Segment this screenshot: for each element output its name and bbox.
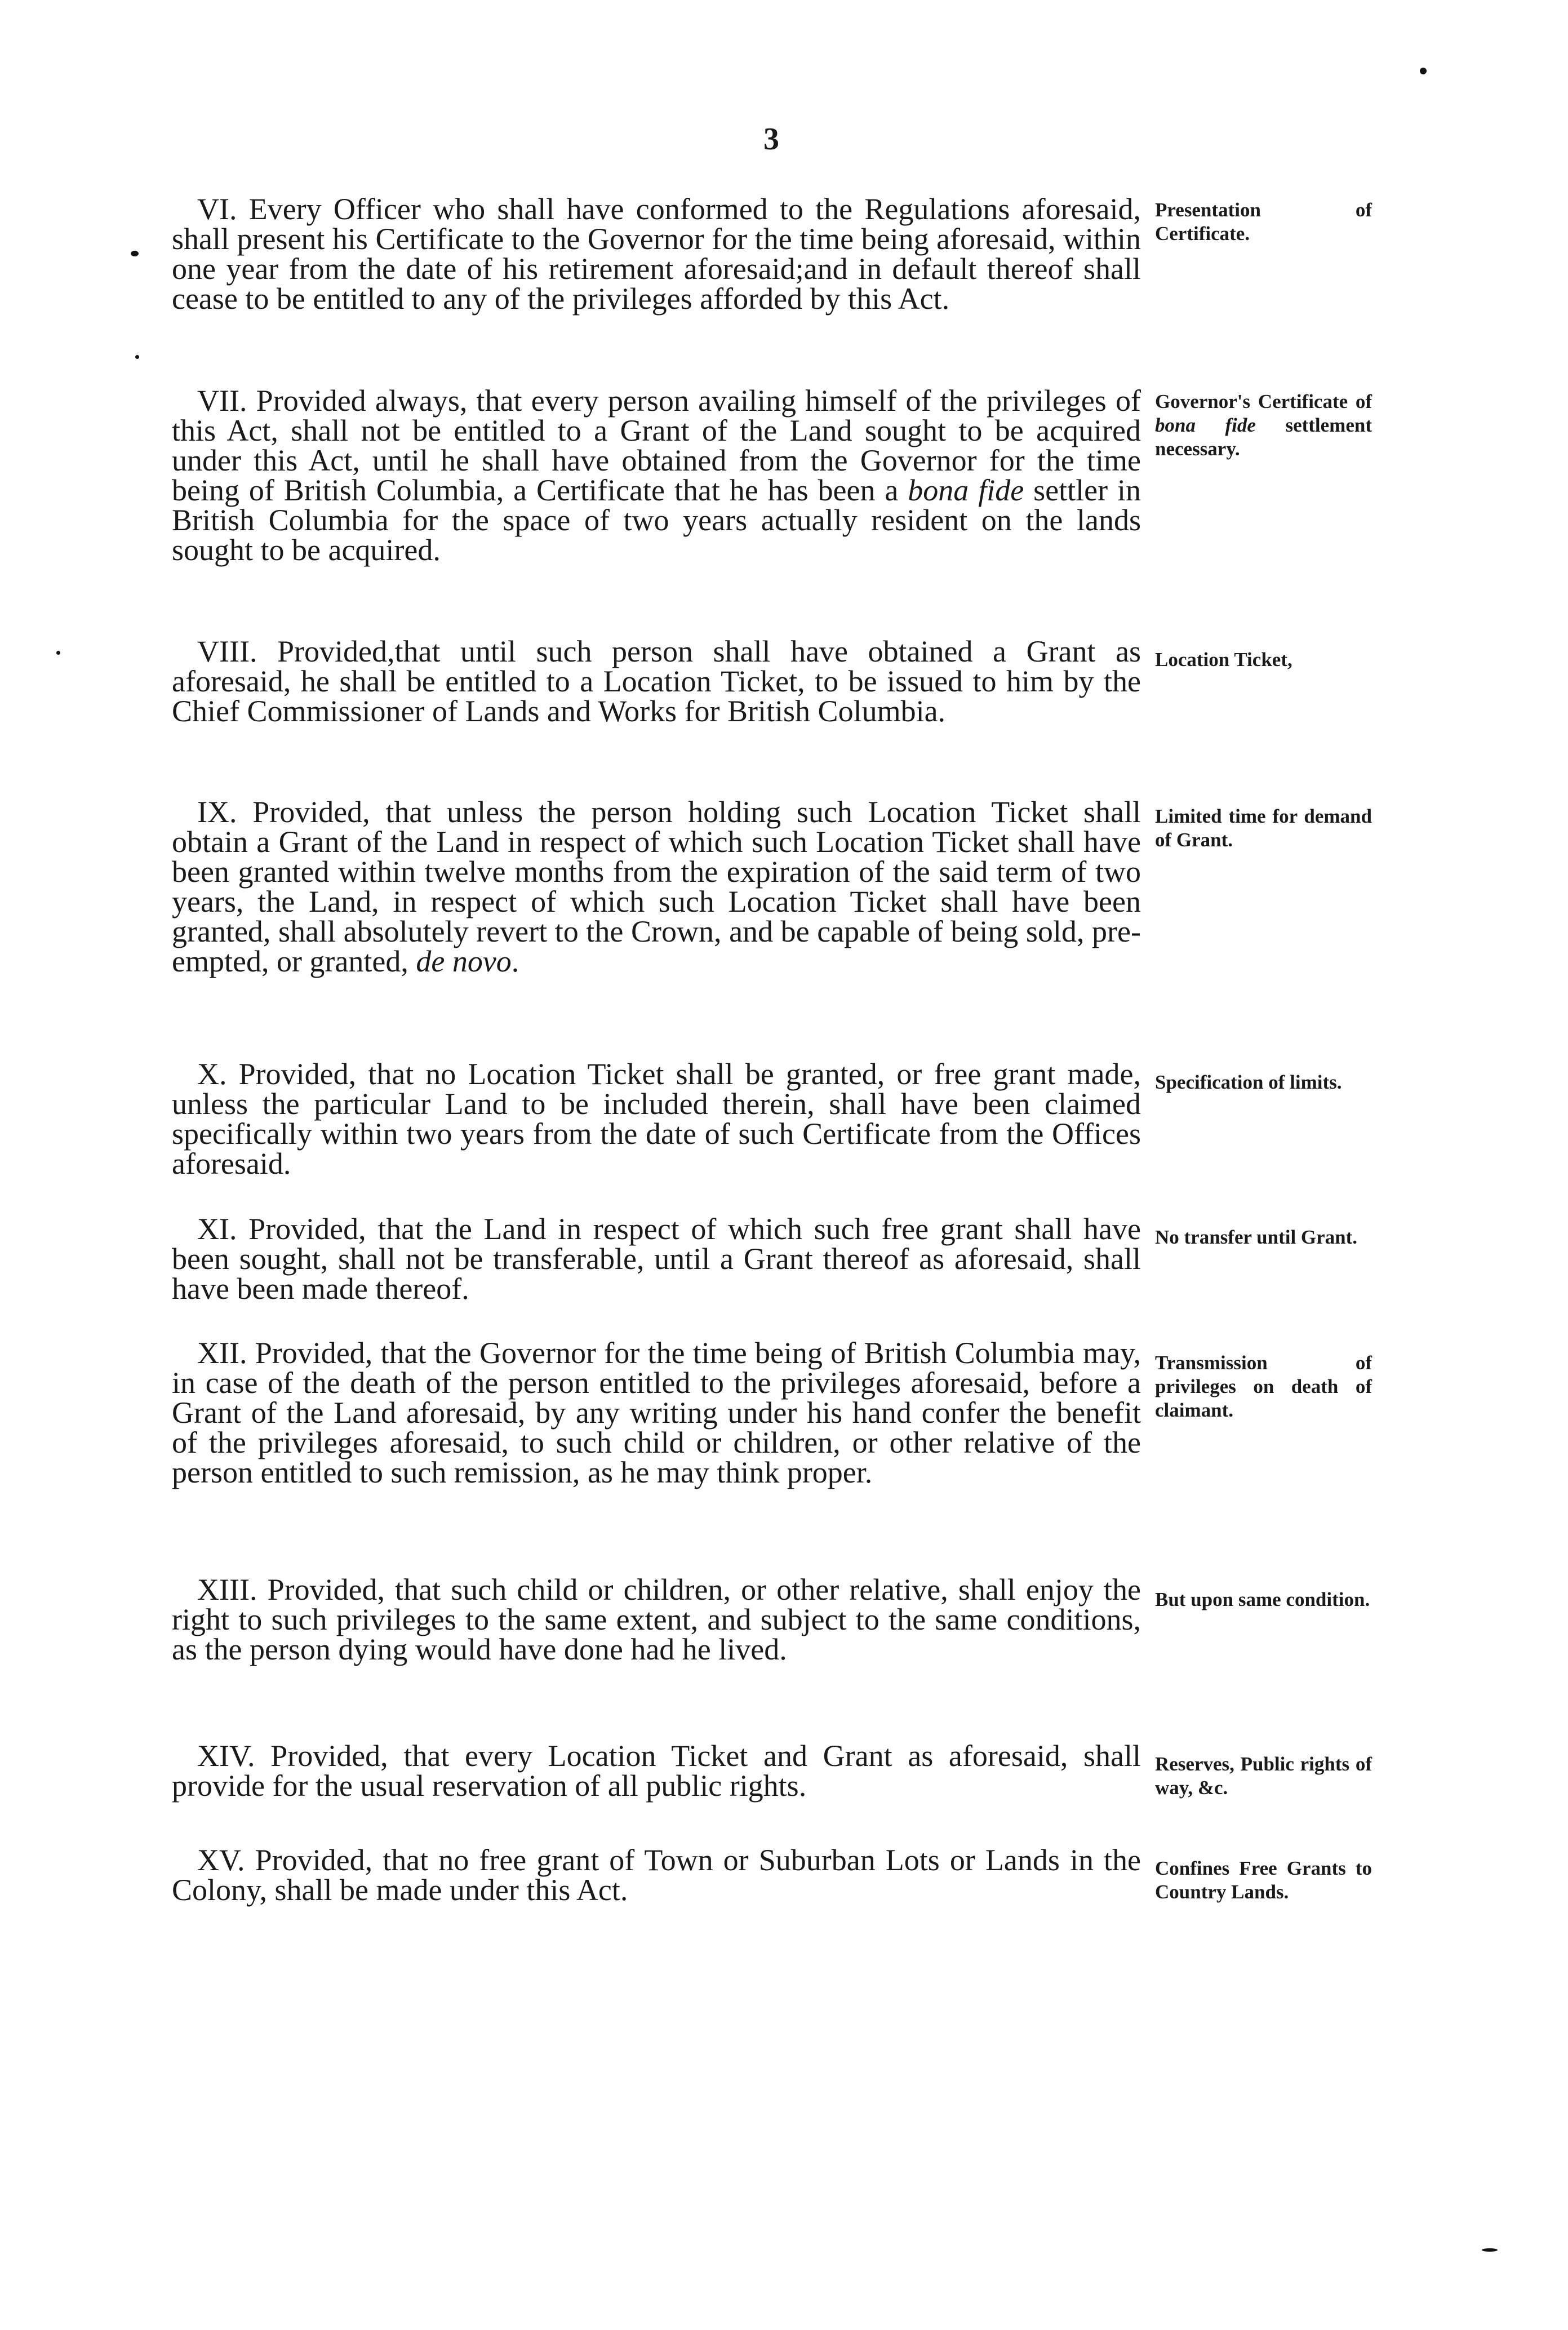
margin-note-xii: Transmission of privileges on death of claimant. (1155, 1352, 1372, 1421)
margin-note-xiv: Reserves, Public rights of way, &c. (1155, 1753, 1372, 1799)
page-number: 3 (763, 122, 779, 157)
section-text: XIV. Provided, that every Location Ticket and Grant as aforesaid, shall provide for the usual reservation of all public rights. (172, 1739, 1141, 1803)
section-vii (172, 386, 1141, 565)
scan-speck (1482, 2248, 1498, 2252)
section-text: VIII. Provided,that until such person shall have obtained a Grant as aforesaid, he shall be entitled to a Location Ticket, to be issued to him by the Chief Commissioner of Lands and Works for British Columbia. (172, 634, 1141, 728)
section-xiv (172, 1741, 1141, 1801)
section-xv (172, 1845, 1141, 1905)
margin-note-vii: Governor's Certificate of bona fide settlement necessary. (1155, 390, 1372, 460)
scan-speck (135, 355, 139, 359)
margin-note-ix: Limited time for demand of Grant. (1155, 805, 1372, 851)
margin-note-xv: Confines Free Grants to Country Lands. (1155, 1857, 1372, 1903)
section-text: IX. Provided, that unless the person holding such Location Ticket shall obtain a Grant of the Land in respect of which such Location Ticket shall have been granted within twelve months from the expiration of the said term of two years, the Land, in respect of which such Location Ticket shall have been granted, shall absolutely revert to the Crown, and be capable of being sold, pre-empted, or granted, de novo. (172, 795, 1141, 978)
section-text: XV. Provided, that no free grant of Town or Suburban Lots or Lands in the Colony, shall be made under this Act. (172, 1843, 1141, 1907)
margin-note-xi: No transfer until Grant. (1155, 1226, 1358, 1248)
scan-speck (1420, 68, 1427, 74)
section-vi (172, 194, 1141, 314)
section-text: VI. Every Officer who shall have conformed to the Regulations aforesaid, shall present his Certificate to the Governor for the time being aforesaid, within one year from the date of his retirement aforesaid;and in default thereof shall cease to be entitled to any of the privileges afforded by this Act. (172, 192, 1141, 316)
scan-speck (131, 251, 139, 256)
margin-note-vi: Presentation of Certificate. (1155, 199, 1372, 245)
section-ix (172, 797, 1141, 977)
section-text: XIII. Provided, that such child or children, or other relative, shall enjoy the right to such privileges to the same extent, and subject to the same conditions, as the person dying would have done had he lived. (172, 1573, 1141, 1666)
margin-note-x: Specification of limits. (1155, 1071, 1342, 1093)
section-text: X. Provided, that no Location Ticket shall be granted, or free grant made, unless the particular Land to be included therein, shall have been claimed specifically within two years from the date of such Certificate from the Offices aforesaid. (172, 1057, 1141, 1180)
margin-note-xiii: But upon same condition. (1155, 1588, 1370, 1610)
section-text: XII. Provided, that the Governor for the time being of British Columbia may, in case of the death of the person entitled to the privileges aforesaid, before a Grant of the Land aforesaid, by any writing under his hand confer the benefit of the privileges aforesaid, to such child or children, or other relative of the person entitled to such remission, as he may think proper. (172, 1336, 1141, 1489)
scan-speck (56, 651, 60, 655)
margin-note-viii: Location Ticket, (1155, 649, 1292, 671)
section-xiii (172, 1575, 1141, 1665)
section-xii (172, 1338, 1141, 1488)
section-text: VII. Provided always, that every person availing himself of the privileges of this Act, shall not be entitled to a Grant of the Land sought to be acquired under this Act, until he shall have obtained from the Governor for the time being of British Columbia, a Certificate that he has been a bona fide settler in British Columbia for the space of two years actually resident on the lands sought to be acquired. (172, 384, 1141, 567)
section-viii (172, 634, 1141, 728)
section-x (172, 1059, 1141, 1179)
section-xi (172, 1214, 1141, 1304)
section-text: XI. Provided, that the Land in respect of which such free grant shall have been sought, shall not be transferable, until a Grant thereof as aforesaid, shall have been made thereof. (172, 1212, 1141, 1306)
